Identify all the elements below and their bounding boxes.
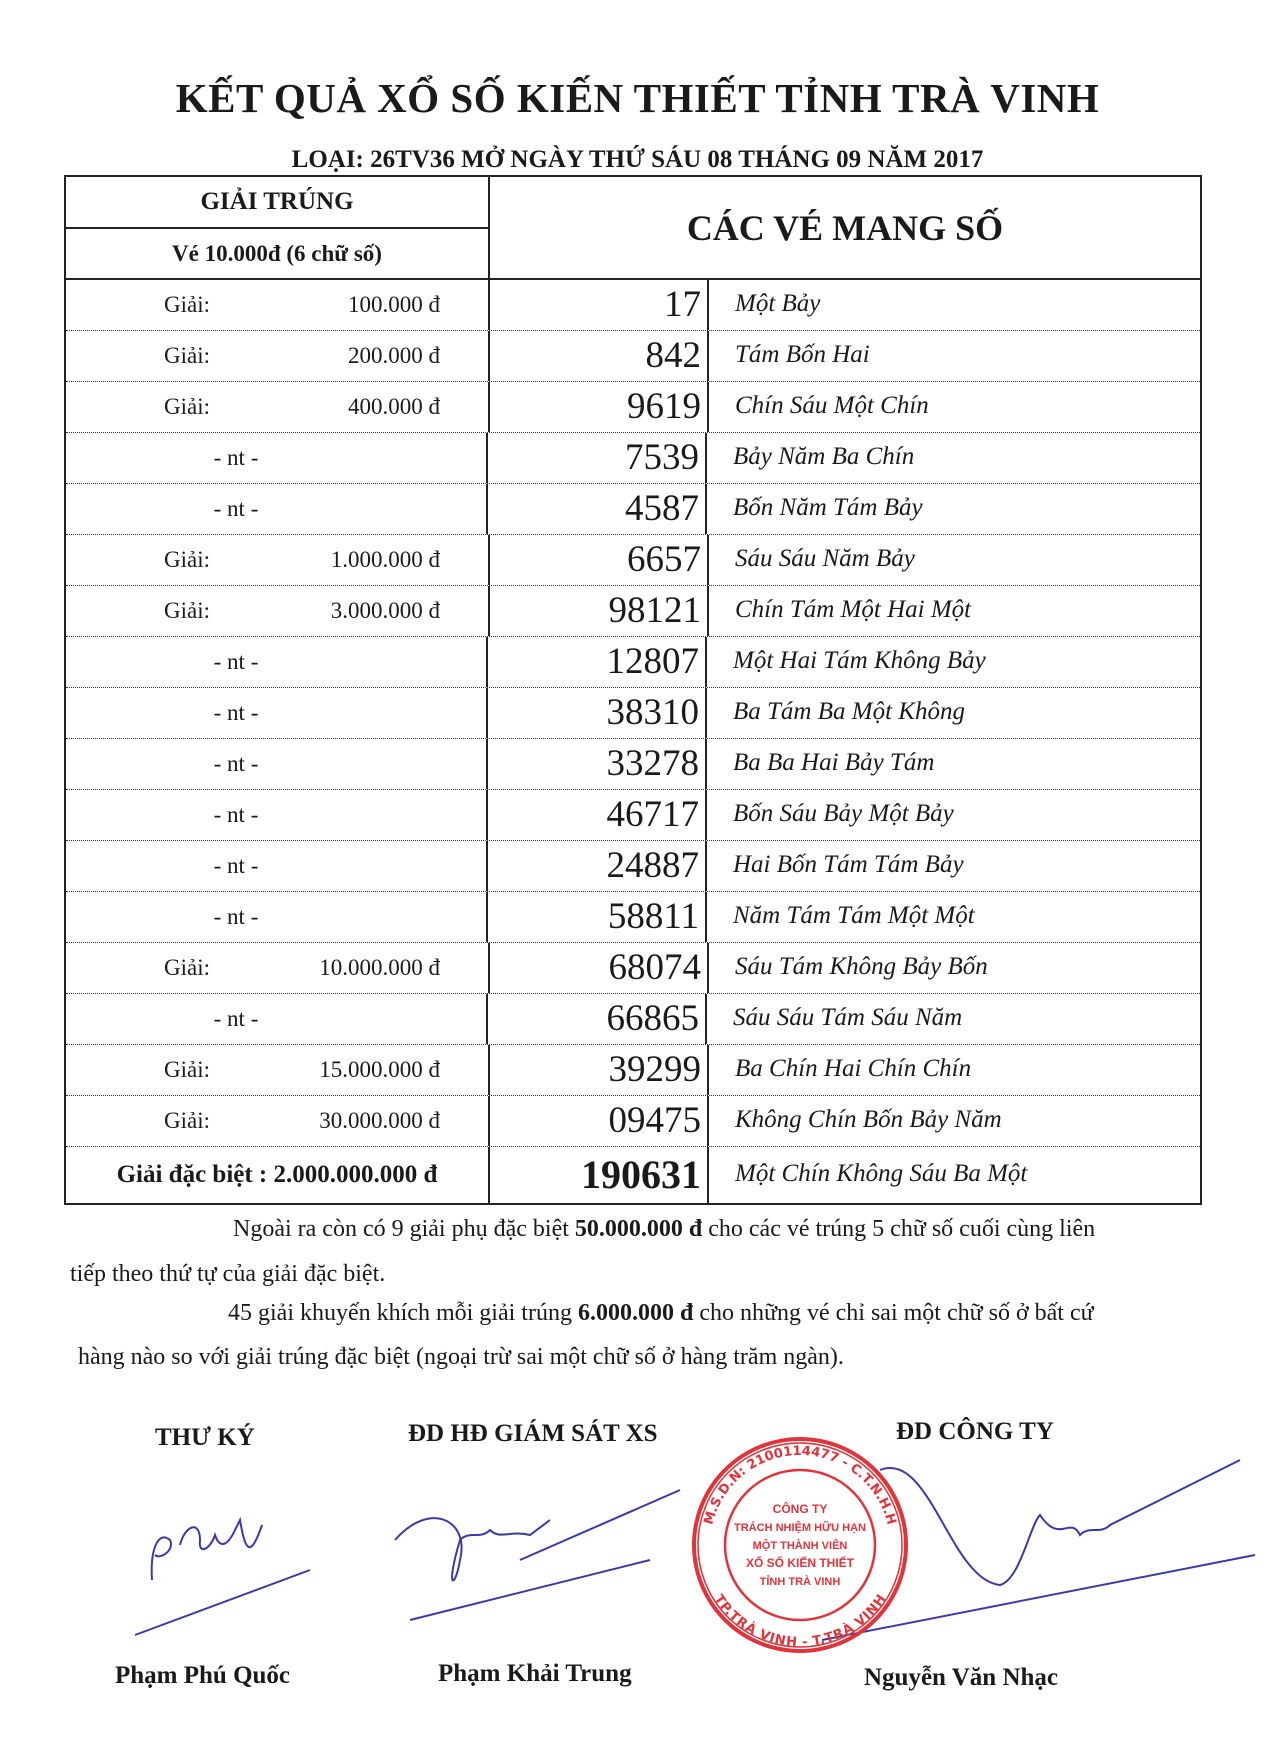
signature-supervisor [395, 1490, 680, 1620]
special-number: 190631 [490, 1147, 709, 1203]
winning-number: 66865 [488, 994, 707, 1044]
note-1-line-2: tiếp theo thứ tự của giải đặc biệt. [70, 1261, 386, 1287]
prize-label: - nt - [213, 445, 259, 470]
prize-label: - nt - [213, 904, 259, 929]
number-in-words: Ba Tám Ba Một Không [733, 698, 965, 725]
company-name: Nguyễn Văn Nhạc [864, 1664, 1059, 1691]
note-text: cho những vé chỉ sai một chữ số ở bất cứ [693, 1300, 1094, 1326]
prize-label: - nt - [213, 649, 259, 674]
prize-label: - nt - [213, 751, 259, 776]
number-in-words: Bốn Năm Tám Bảy [733, 494, 923, 521]
prize-amount: 400.000 đ [348, 394, 440, 419]
prize-label: - nt - [213, 496, 259, 521]
number-in-words: Ba Chín Hai Chín Chín [735, 1055, 972, 1082]
number-in-words: Một Bảy [735, 290, 821, 317]
stamp-line: XỔ SỐ KIẾN THIẾT [745, 1556, 855, 1570]
number-in-words: Tám Bốn Hai [735, 341, 870, 368]
winning-number: 17 [490, 280, 709, 330]
note-amount: 50.000.000 đ [574, 1216, 703, 1242]
winning-number: 98121 [490, 586, 709, 636]
number-in-words: Sáu Sáu Tám Sáu Năm [733, 1004, 963, 1031]
prize-label: Giải: [164, 394, 210, 419]
note-amount: 6.000.000 đ [577, 1300, 694, 1326]
winning-number: 09475 [490, 1096, 709, 1146]
winning-number: 842 [490, 331, 709, 381]
secretary-name: Phạm Phú Quốc [115, 1662, 291, 1689]
signature-secretary [135, 1520, 310, 1635]
winning-number: 46717 [488, 790, 707, 840]
winning-number: 68074 [490, 943, 709, 993]
prize-amount: 30.000.000 đ [319, 1108, 440, 1133]
header-ticket: Vé 10.000đ (6 chữ số) [172, 240, 382, 266]
prize-amount: 1.000.000 đ [330, 547, 440, 572]
winning-number: 39299 [490, 1045, 709, 1095]
special-prize-label: Giải đặc biệt : 2.000.000.000 đ [66, 1147, 490, 1203]
number-in-words: Năm Tám Tám Một Một [733, 902, 975, 929]
prize-label: Giải: [164, 598, 210, 623]
winning-number: 58811 [488, 892, 707, 942]
supervisor-title: ĐD HĐ GIÁM SÁT XS [408, 1420, 658, 1447]
winning-number: 12807 [488, 637, 707, 687]
prize-amount: 10.000.000 đ [319, 955, 440, 980]
note-2-line-2: hàng nào so với giải trúng đặc biệt (ngoại trừ sai một chữ số ở hàng trăm ngàn). [78, 1344, 844, 1370]
stamp-inner-text [734, 1501, 866, 1588]
number-in-words: Không Chín Bốn Bảy Năm [735, 1106, 1002, 1133]
prize-label: Giải: [164, 547, 210, 572]
stamp-line: TRÁCH NHIỆM HỮU HẠN [734, 1522, 866, 1534]
number-in-words: Bảy Năm Ba Chín [733, 443, 915, 470]
number-in-words: Chín Sáu Một Chín [735, 392, 929, 419]
prize-amount: 3.000.000 đ [330, 598, 440, 623]
prize-label: Giải: [164, 1108, 210, 1133]
prize-amount: 100.000 đ [348, 292, 440, 317]
winning-number: 38310 [488, 688, 707, 738]
prize-label: Giải: [164, 292, 210, 317]
winning-number: 4587 [488, 484, 707, 534]
supervisor-name: Phạm Khải Trung [438, 1660, 632, 1687]
document-subtitle: LOẠI: 26TV36 MỞ NGÀY THỨ SÁU 08 THÁNG 09 NĂM 2017 [291, 146, 984, 173]
number-in-words: Chín Tám Một Hai Một [735, 596, 972, 623]
secretary-title: THƯ KÝ [155, 1424, 255, 1451]
number-in-words: Bốn Sáu Bảy Một Bảy [733, 800, 954, 827]
header-numbers: CÁC VÉ MANG SỐ [686, 207, 1004, 248]
stamp-line: MỘT THÀNH VIÊN [752, 1540, 848, 1552]
stamp-line: CÔNG TY [772, 1502, 828, 1516]
number-in-words: Ba Ba Hai Bảy Tám [733, 749, 935, 776]
prize-label: - nt - [213, 853, 259, 878]
company-title: ĐD CÔNG TY [896, 1418, 1054, 1445]
prize-label: Giải: [164, 955, 210, 980]
number-in-words: Một Hai Tám Không Bảy [733, 647, 986, 674]
note-text: cho các vé trúng 5 chữ số cuối cùng liên [702, 1216, 1096, 1242]
winning-number: 6657 [490, 535, 709, 585]
prize-label: - nt - [213, 1006, 259, 1031]
winning-number: 9619 [490, 382, 709, 432]
winning-number: 33278 [488, 739, 707, 789]
prize-label: Giải: [164, 343, 210, 368]
number-in-words: Sáu Sáu Năm Bảy [735, 545, 915, 572]
winning-number: 7539 [488, 433, 707, 483]
prize-amount: 15.000.000 đ [319, 1057, 440, 1082]
winning-number: 24887 [488, 841, 707, 891]
stamp-bottom-text: TP.TRÀ VINH - T.TRÀ VINH [710, 1592, 890, 1651]
prize-label: - nt - [213, 700, 259, 725]
document-title: KẾT QUẢ XỔ SỐ KIẾN THIẾT TỈNH TRÀ VINH [175, 75, 1100, 121]
prize-label: - nt - [213, 802, 259, 827]
prize-amount: 200.000 đ [348, 343, 440, 368]
header-prize: GIẢI TRÚNG [66, 177, 488, 229]
note-text: 45 giải khuyến khích mỗi giải trúng [228, 1300, 578, 1326]
stamp-line: TỈNH TRÀ VINH [759, 1576, 841, 1588]
special-number-words: Một Chín Không Sáu Ba Một [735, 1160, 1028, 1187]
number-in-words: Hai Bốn Tám Tám Bảy [733, 851, 964, 878]
stamp-outer-text: M.S.D.N: 2100114477 - C.T.N.H.H [701, 1443, 899, 1527]
number-in-words: Sáu Tám Không Bảy Bốn [735, 953, 988, 980]
note-text: Ngoài ra còn có 9 giải phụ đặc biệt [233, 1216, 575, 1242]
prize-label: Giải: [164, 1057, 210, 1082]
